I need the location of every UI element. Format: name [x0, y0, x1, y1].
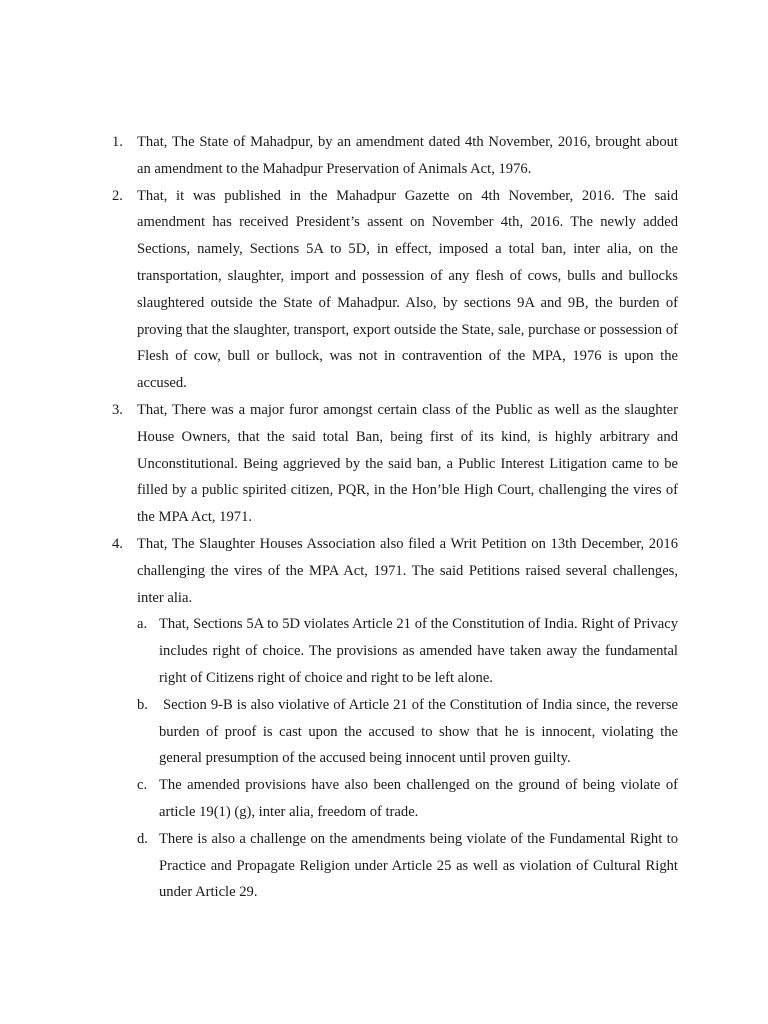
sub-item-text: The amended provisions have also been challenged on the ground of being violate of article 19(1) (g), inter alia, freedom of trade.: [159, 777, 678, 820]
sub-item-letter: b.: [137, 696, 148, 713]
item-number: 1.: [112, 134, 123, 150]
list-item-3: [112, 397, 678, 531]
item-number: 4.: [112, 535, 123, 552]
sub-item-letter: a.: [137, 616, 148, 633]
sub-item-text: Section 9-B is also violative of Article 21 of the Constitution of India since, the reverse burden of proof is cast upon the accused to show that he is innocent, violating the general presumption of the accused being innocent until proven guilty.: [159, 696, 682, 767]
list-item-4: [112, 531, 682, 906]
item-text: That, it was published in the Mahadpur Gazette on 4th November, 2016. The said amendment has received President’s assent on November 4th, 2016. The newly added Sections, namely, Sections 5A to 5D, in effect, imposed a total ban, inter alia, on the transportation, slaughter, import and possession of any flesh of cows, bulls and bullocks slaughtered outside the State of Mahadpur. Also, by sections 9A and 9B, the burden of proving that the slaughter, transport, export outside the State, sale, purchase or possession of Flesh of cow, bull or bullock, was not in contravention of the MPA, 1976 is upon the accused.: [137, 187, 678, 392]
list-item-1: [112, 129, 678, 183]
item-text: That, There was a major furor amongst certain class of the Public as well as the slaughter House Owners, that the said total Ban, being first of its kind, is highly arbitrary and Unconstitutional. Being aggrieved by the said ban, a Public Interest Litigation came to be filled by a public spirited citizen, PQR, in the Hon’ble High Court, challenging the vires of the MPA Act, 1971.: [137, 401, 678, 526]
sub-item-letter: d.: [137, 830, 148, 847]
numbered-list: [112, 129, 682, 906]
item-text: That, The State of Mahadpur, by an amendment dated 4th November, 2016, brought about an amendment to the Mahadpur Preservation of Animals Act, 1976.: [137, 134, 678, 177]
sub-item-c: [137, 772, 678, 826]
sub-item-a: [137, 611, 678, 691]
item-number: 2.: [112, 187, 123, 204]
item-number: 3.: [112, 401, 123, 418]
list-item-2: [112, 183, 678, 397]
item-text: That, The Slaughter Houses Association also filed a Writ Petition on 13th December, 2016 challenging the vires of the MPA Act, 1971. The said Petitions raised several challenges, inter alia.: [137, 535, 678, 606]
sub-item-text: That, Sections 5A to 5D violates Article 21 of the Constitution of India. Right of Privacy includes right of choice. The provisions as amended have taken away the fundamental right of Citizens right of choice and right to be left alone.: [159, 616, 678, 686]
sub-item-d: [137, 826, 678, 906]
sub-item-letter: c.: [137, 777, 148, 794]
sub-list: [137, 611, 682, 906]
sub-item-text: There is also a challenge on the amendments being violate of the Fundamental Right to Practice and Propagate Religion under Article 25 as well as violation of Cultural Right under Article 29.: [159, 830, 678, 901]
sub-item-b: [137, 692, 682, 772]
